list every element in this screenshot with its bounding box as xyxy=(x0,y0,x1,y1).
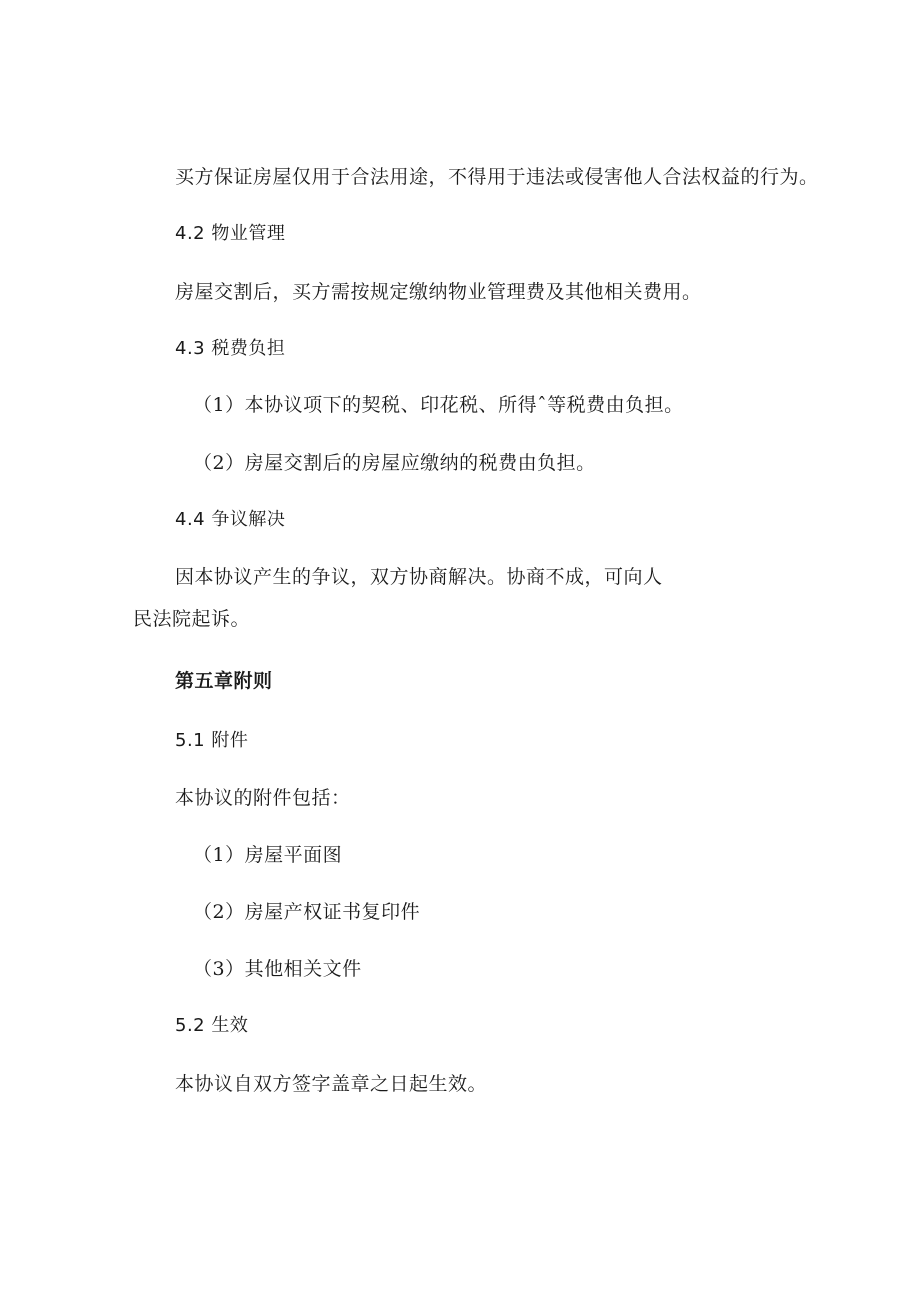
heading-5-1: 5.1 附件 xyxy=(175,730,249,751)
heading-4-2: 4.2 物业管理 xyxy=(175,223,286,244)
chapter-title: 第五章附则 xyxy=(175,670,273,692)
paragraph-property-management: 房屋交割后，买方需按规定缴纳物业管理费及其他相关费用。 xyxy=(175,281,702,303)
paragraph-dispute-line-2: 民法院起诉。 xyxy=(133,608,251,630)
paragraph-legal-use: 买方保证房屋仅用于合法用途，不得用于违法或侵害他人合法权益的行为。 xyxy=(175,166,819,188)
heading-4-4: 4.4 争议解决 xyxy=(175,509,286,530)
list-item-tax-1: （1）本协议项下的契税、印花税、所得ˆ等税费由负担。 xyxy=(193,394,684,416)
list-item-attachment-1: （1）房屋平面图 xyxy=(193,844,343,866)
list-item-tax-2: （2）房屋交割后的房屋应缴纳的税费由负担。 xyxy=(193,452,596,474)
paragraph-effectiveness: 本协议自双方签字盖章之日起生效。 xyxy=(175,1073,488,1095)
list-item-attachment-3: （3）其他相关文件 xyxy=(193,958,362,980)
heading-4-3: 4.3 税费负担 xyxy=(175,338,286,359)
paragraph-dispute-line-1: 因本协议产生的争议，双方协商解决。协商不成，可向人 xyxy=(175,566,663,588)
paragraph-attachments-intro: 本协议的附件包括： xyxy=(175,787,351,809)
list-item-attachment-2: （2）房屋产权证书复印件 xyxy=(193,901,421,923)
heading-5-2: 5.2 生效 xyxy=(175,1015,249,1036)
